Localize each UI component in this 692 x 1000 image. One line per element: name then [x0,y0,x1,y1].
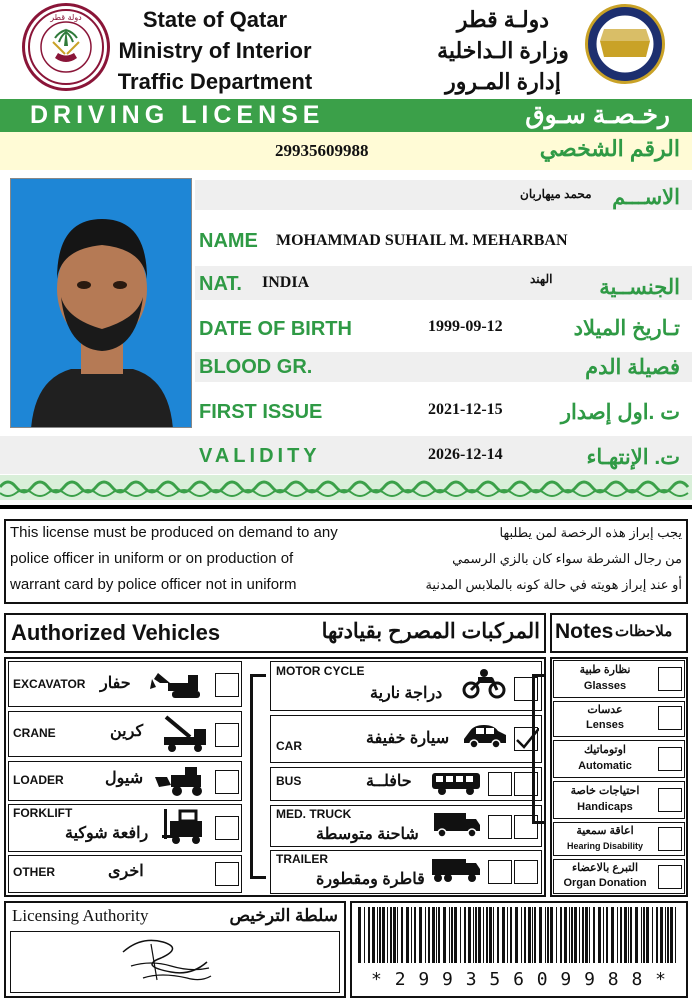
ministry-heading: Ministry of Interior [118,38,312,63]
note-label: Organ Donation [563,877,647,889]
vehicle-label-ar: حافلــة [366,773,412,790]
vehicle-label-ar: كرين [110,723,144,740]
medium-truck-checkbox[interactable] [488,815,512,839]
lenses-checkbox[interactable] [658,706,682,730]
notice-en-line-1: This license must be produced on demand to any [10,524,338,541]
vehicle-label-ar: حفار [100,675,131,692]
vehicle-label-ar: دراجة نارية [370,685,443,702]
barcode-number: * 2 9 9 3 5 6 0 9 9 8 8 * [371,969,667,990]
personal-number-label-ar: الرقم الشخصي [539,136,680,161]
nationality-value: INDIA [262,274,310,291]
hearing-disability-checkbox[interactable] [658,827,682,851]
vehicle-label: CAR [276,739,302,753]
license-back [0,505,692,1000]
holder-photo [10,178,192,428]
licensing-authority-label: Licensing Authority [12,906,149,925]
notice-ar [360,523,682,595]
vehicle-label: BUS [276,774,302,788]
state-of-qatar-heading: State of Qatar [142,7,288,32]
nationality-value-ar: الهند [530,272,553,286]
vehicle-label: OTHER [13,865,55,879]
nationality-label-ar: الجنســية [599,276,680,299]
car-icon [462,723,508,754]
note-label: Glasses [583,680,627,692]
note-label: Automatic [578,760,632,772]
vehicle-label: MOTOR CYCLE [276,664,365,678]
vehicle-label-ar: اخرى [108,863,144,880]
trailer-truck-icon [430,855,482,890]
truck-icon [432,809,482,844]
vehicle-label: MED. TRUCK [276,807,352,821]
vehicle-label-ar: رافعة شوكية [65,825,149,842]
gcc-emblem [585,4,665,84]
note-label: Hearing Disability [566,841,644,851]
vehicle-label: CRANE [13,726,56,740]
notice-en-line-2: police officer in uniform or on production of [10,550,294,567]
organ-donation-checkbox[interactable] [658,865,682,889]
state-of-qatar-heading-ar: دولـة قطر [456,7,550,32]
authorized-vehicles-title: Authorized Vehicles [11,620,221,645]
column-bracket [250,674,266,879]
license-title: DRIVING LICENSE [30,101,325,129]
vehicle-label-ar: شاحنة متوسطة [316,826,419,843]
crane-checkbox[interactable] [215,723,239,747]
vehicle-label-ar: شيول [105,770,144,787]
signature [11,932,337,990]
personal-number-value: 29935609988 [275,141,369,160]
note-label-ar: اعاقة سمعية [576,825,634,837]
validity-label: VALIDITY [199,445,321,467]
note-label-ar: احتياجات خاصة [570,785,640,797]
notice-en-line-3: warrant card by police officer not in uniform [10,576,297,593]
automatic-checkbox[interactable] [658,747,682,771]
handicaps-checkbox[interactable] [658,788,682,812]
name-label-ar: الاســـم [612,186,680,209]
trailer-checkbox-2[interactable] [514,860,538,884]
notes-title: Notes [555,620,614,643]
note-label-ar: اوتوماتيك [583,744,626,756]
validity-label-ar: ت. الإنتهـاء [586,446,680,469]
forklift-icon [162,807,208,850]
vehicle-label-ar: سيارة خفيفة [366,730,450,747]
note-label: Handicaps [577,801,633,813]
validity-value: 2026-12-14 [428,446,503,463]
first-issue-label: FIRST ISSUE [199,401,323,423]
blood-group-label-ar: فصيلة الدم [585,356,680,379]
crane-truck-icon [160,713,210,758]
license-title-ar: رخـصـة سـوق [525,101,670,129]
signature-area [10,931,340,993]
authorized-vehicles-title-ar: المركبات المصرح بقيادتها [321,620,540,643]
excavator-icon [150,669,208,704]
notice-ar-line-1: يجب إبراز هذه الرخصة لمن يطلبها [499,525,682,540]
vehicle-label: EXCAVATOR [13,677,86,691]
ministry-heading-ar: وزارة الـداخلية [437,38,569,63]
note-label-ar: التبرع بالاعضاء [571,862,639,874]
motorcycle-icon [462,667,506,704]
notes-title-ar: ملاحظات [615,623,673,640]
vehicle-label: TRAILER [276,852,328,866]
ministry-of-interior-seal [22,3,110,91]
department-heading: Traffic Department [117,69,313,94]
dob-label: DATE OF BIRTH [199,318,352,340]
notice-ar-line-2: من رجال الشرطة سواء كان بالزي الرسمي [452,551,682,566]
excavator-checkbox[interactable] [215,673,239,697]
vehicle-label: FORKLIFT [13,806,73,820]
forklift-checkbox[interactable] [215,816,239,840]
dob-label-ar: تـاريخ الميلاد [573,317,680,340]
other-checkbox[interactable] [215,862,239,886]
name-value-ar: محمد ميهاربان [520,187,592,201]
svg-text:دولة قطر: دولة قطر [50,13,82,22]
glasses-checkbox[interactable] [658,667,682,691]
name-value: MOHAMMAD SUHAIL M. MEHARBAN [276,232,568,249]
licensing-authority-label-ar: سلطة الترخيص [229,906,338,925]
barcode [356,907,682,963]
decorative-pattern-strip [0,475,692,500]
nationality-label: NAT. [199,273,242,295]
first-issue-value: 2021-12-15 [428,401,503,418]
vehicle-label-ar: قاطرة ومقطورة [316,871,425,888]
note-label-ar: عدسات [587,704,623,716]
dob-value: 1999-09-12 [428,318,503,335]
department-heading-ar: إدارة المـرور [445,69,561,94]
notice-ar-line-3: أو عند إبراز هويته في حالة كونه بالملابس المدنية [425,577,682,592]
loader-icon [155,765,209,802]
loader-checkbox[interactable] [215,770,239,794]
notice-en [10,523,400,595]
bus-checkbox[interactable] [488,772,512,796]
vehicle-label: LOADER [13,773,64,787]
note-label: Lenses [586,719,624,731]
note-label-ar: نظارة طبية [579,664,631,676]
notes-bracket [532,674,544,824]
trailer-checkbox[interactable] [488,860,512,884]
bus-icon [430,769,482,802]
blood-group-label: BLOOD GR. [199,356,313,378]
name-label: NAME [199,230,258,252]
first-issue-label-ar: ت .اول إصدار [560,401,680,424]
